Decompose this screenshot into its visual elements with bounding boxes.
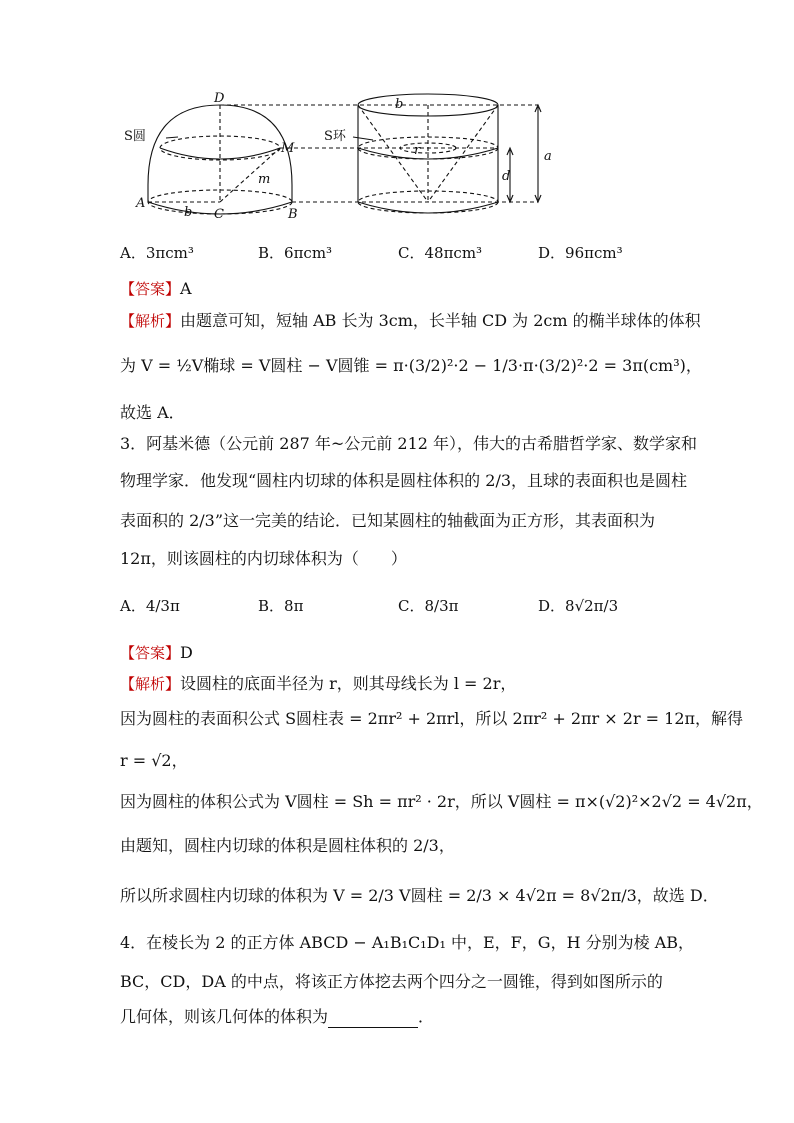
label-m: m — [258, 172, 271, 187]
label-b-left: b — [184, 205, 193, 220]
q3-line-2: 物理学家．他发现“圆柱内切球的体积是圆柱体积的 2/3，且球的表面积也是圆柱 — [120, 471, 688, 490]
label-C: C — [214, 207, 224, 222]
q2-option-b: B．6πcm³ — [258, 244, 333, 262]
label-B: B — [288, 207, 298, 222]
q3-answer-line — [120, 642, 193, 664]
label-d: d — [502, 169, 511, 184]
q2-answer-line — [120, 278, 192, 300]
analysis-tag: 【解析】 — [120, 312, 181, 330]
q3-option-d: D．8√2π/3 — [538, 597, 619, 615]
q2-option-a: A．3πcm³ — [120, 244, 194, 262]
q3-solution-6: 所以所求圆柱内切球的体积为 V = 2/3 V圆柱 = 2/3 × 4√2π = 8√2π/3，故选 D． — [120, 886, 719, 905]
q3-line-4: 12π，则该圆柱的内切球体积为（ ） — [120, 549, 407, 568]
label-b-top: b — [395, 97, 404, 112]
q4-line-2: BC，CD，DA 的中点，将该正方体挖去两个四分之一圆锥，得到如图所示的 — [120, 972, 663, 991]
q2-analysis-line — [120, 310, 701, 332]
q2-formula: 为 V = ½V椭球 = V圆柱 − V圆锥 = π·(3/2)²·2 − 1/3·π·(3/2)²·2 = 3π(cm³)， — [120, 356, 702, 375]
q4-line-3 — [120, 1006, 434, 1028]
q2-answer: A — [180, 279, 192, 298]
q3-solution-5: 由题知，圆柱内切球的体积是圆柱体积的 2/3， — [120, 836, 455, 855]
q3-solution-2: 因为圆柱的表面积公式 S圆柱表 = 2πr² + 2πrl，所以 2πr² + 2πr × 2r = 12π，解得 — [120, 709, 744, 728]
q3-analysis-line — [120, 673, 516, 695]
q3-answer: D — [180, 643, 193, 662]
q3-option-c: C．8/3π — [398, 597, 459, 615]
answer-blank[interactable] — [328, 1011, 418, 1028]
label-D: D — [214, 91, 225, 106]
q3-option-b: B．8π — [258, 597, 304, 615]
label-a: a — [544, 149, 552, 164]
label-S-huan: S环 — [324, 129, 346, 144]
label-r: r — [414, 143, 421, 158]
q3-solution-1: 设圆柱的底面半径为 r，则其母线长为 l = 2r， — [180, 674, 517, 693]
geometry-figure — [118, 90, 558, 225]
q3-line-1: 3．阿基米德（公元前 287 年~公元前 212 年），伟大的古希腊哲学家、数学家和 — [120, 434, 698, 453]
q2-option-d: D．96πcm³ — [538, 244, 623, 262]
label-M: M — [281, 141, 295, 156]
q2-analysis-text: 由题意可知，短轴 AB 长为 3cm，长半轴 CD 为 2cm 的椭半球体的体积 — [180, 311, 701, 330]
label-S-yuan: S圆 — [124, 129, 146, 144]
answer-tag: 【答案】 — [120, 280, 181, 298]
label-A: A — [136, 196, 146, 211]
q4-line-3-text: 几何体，则该几何体的体积为 — [120, 1007, 329, 1026]
q3-option-a: A．4/3π — [120, 597, 180, 615]
answer-tag: 【答案】 — [120, 644, 181, 662]
analysis-tag: 【解析】 — [120, 675, 181, 693]
q2-conclusion: 故选 A． — [120, 403, 185, 422]
q3-line-3: 表面积的 2/3”这一完美的结论．已知某圆柱的轴截面为正方形，其表面积为 — [120, 511, 656, 530]
q2-option-c: C．48πcm³ — [398, 244, 483, 262]
q3-solution-3: r = √2， — [120, 751, 188, 770]
q4-line-3-end: ． — [418, 1007, 435, 1026]
q3-solution-4: 因为圆柱的体积公式为 V圆柱 = Sh = πr² · 2r，所以 V圆柱 = π×(√2)²×2√2 = 4√2π， — [120, 792, 763, 811]
q4-line-1: 4．在棱长为 2 的正方体 ABCD − A₁B₁C₁D₁ 中，E，F，G，H 分别为棱 AB， — [120, 933, 695, 952]
